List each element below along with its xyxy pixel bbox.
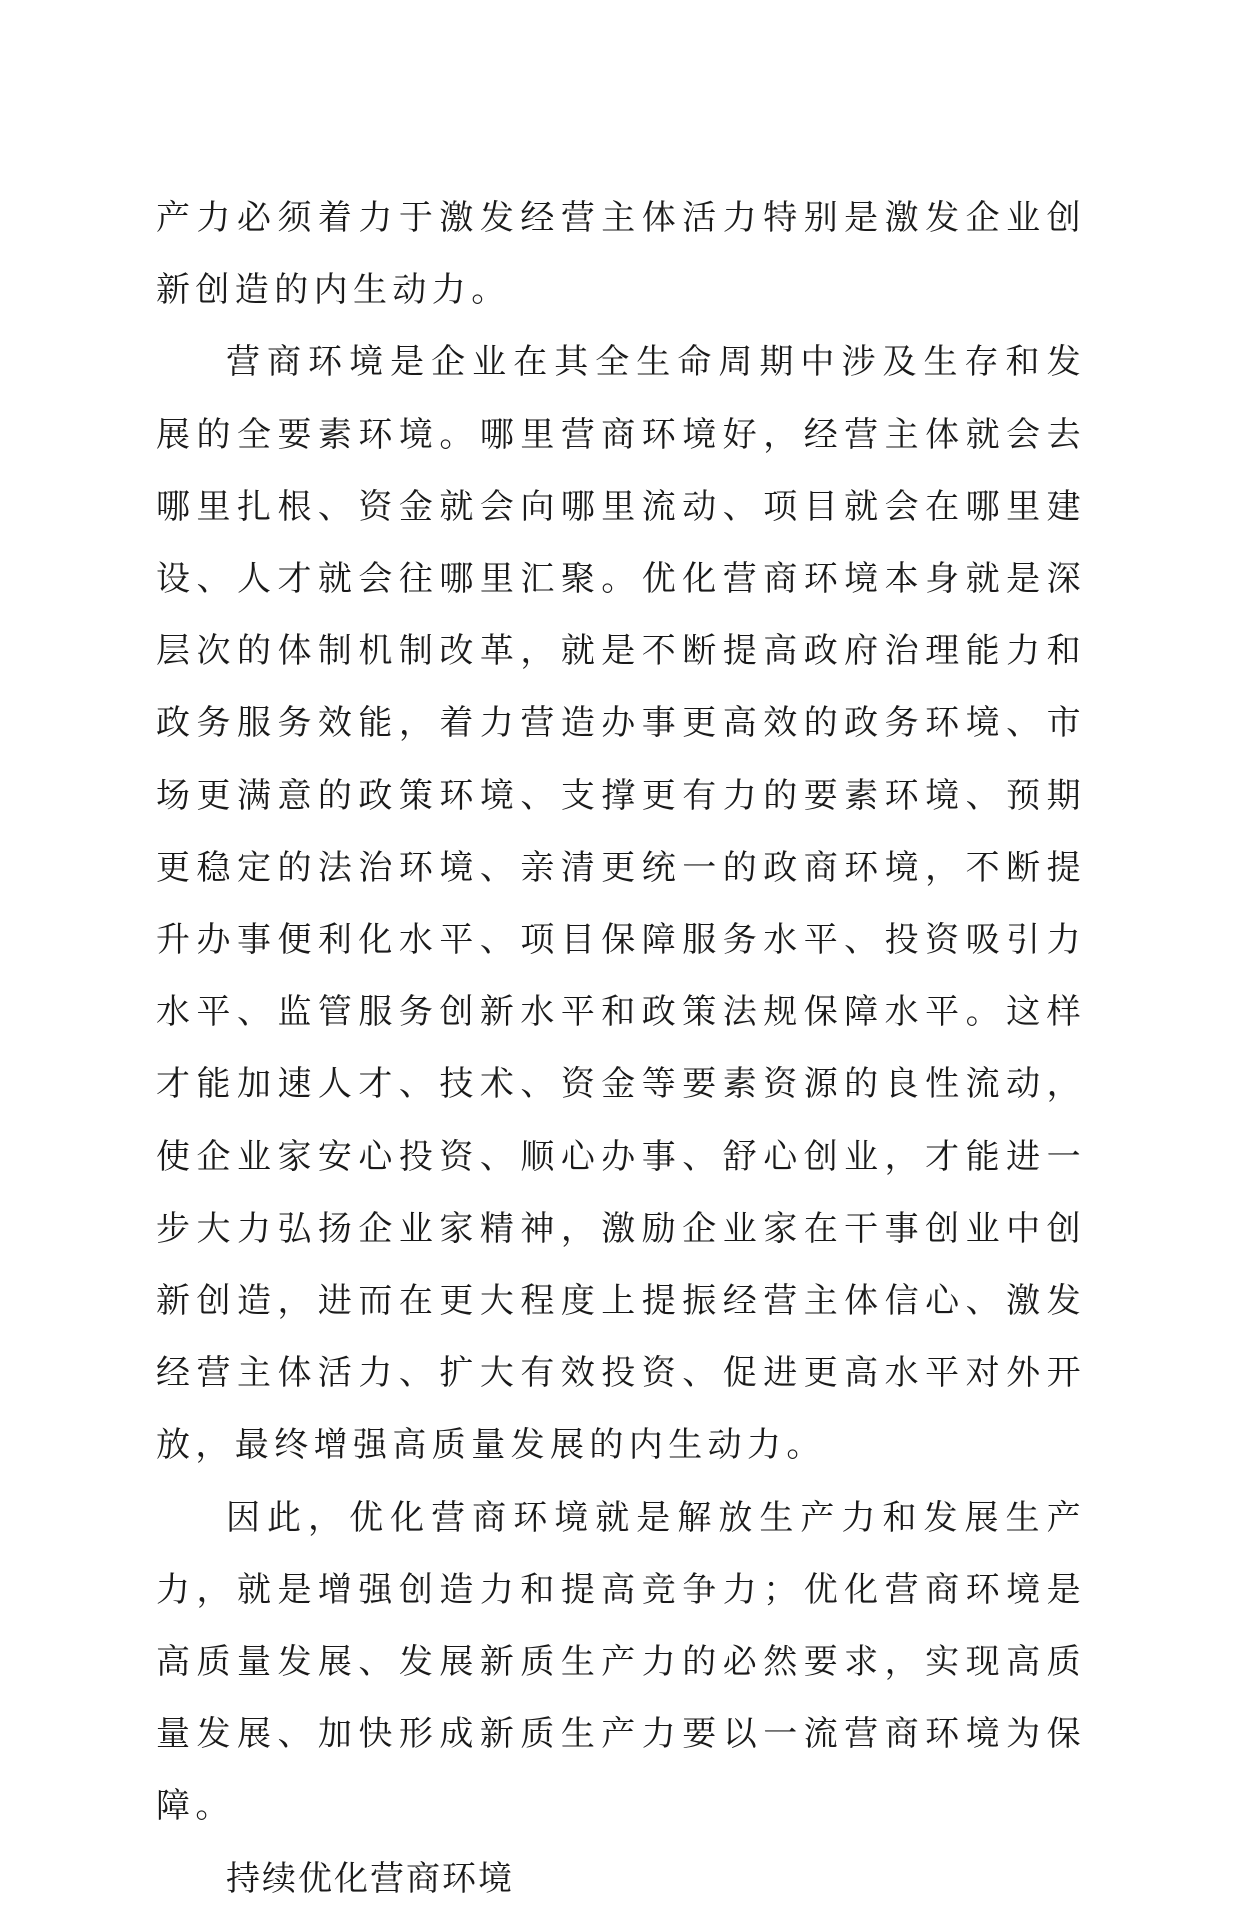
- paragraph-conclusion: 因此，优化营商环境就是解放生产力和发展生产力，就是增强创造力和提高竞争力；优化营商环境是高质量发展、发展新质生产力的必然要求，实现高质量发展、加快形成新质生产力要以一流营商环境为保障。: [156, 1497, 1086, 1827]
- section-heading: 持续优化营商环境: [226, 1858, 514, 1899]
- document-body: [156, 182, 1086, 1915]
- paragraph-business-environment: 营商环境是企业在其全生命周期中涉及生存和发展的全要素环境。哪里营商环境好，经营主体就会去哪里扎根、资金就会向哪里流动、项目就会在哪里建设、人才就会往哪里汇聚。优化营商环境本身就是深层次的体制机制改革，就是不断提高政府治理能力和政务服务效能，着力营造办事更高效的政务环境、市场更满意的政策环境、支撑更有力的要素环境、预期更稳定的法治环境、亲清更统一的政商环境，不断提升办事便利化水平、项目保障服务水平、投资吸引力水平、监管服务创新水平和政策法规保障水平。这样才能加速人才、技术、资金等要素资源的良性流动，使企业家安心投资、顺心办事、舒心创业，才能进一步大力弘扬企业家精神，激励企业家在干事创业中创新创造，进而在更大程度上提振经营主体信心、激发经营主体活力、扩大有效投资、促进更高水平对外开放，最终增强高质量发展的内生动力。: [156, 342, 1086, 1466]
- paragraph-continuation: 产力必须着力于激发经营主体活力特别是激发企业创新创造的内生动力。: [156, 198, 1086, 311]
